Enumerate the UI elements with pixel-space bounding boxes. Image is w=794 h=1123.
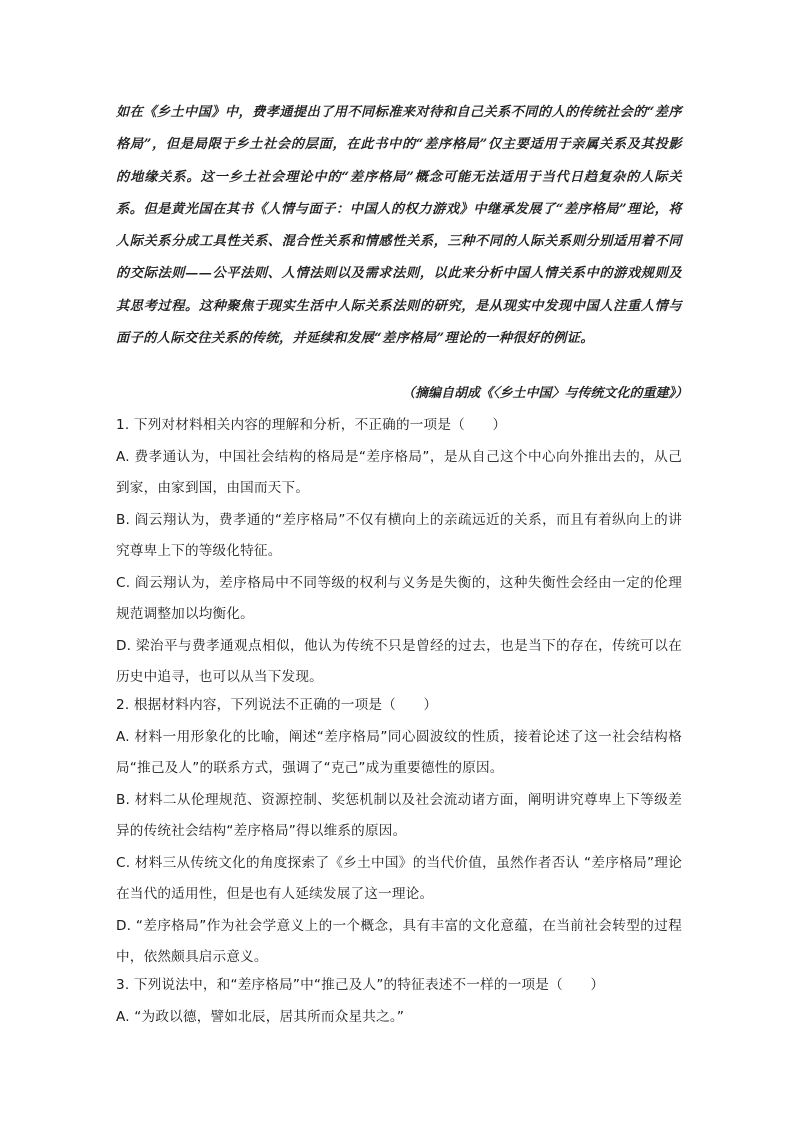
passage-source: （摘编自胡成《〈乡土中国〉与传统文化的重建》） bbox=[401, 386, 688, 401]
option-b: B. 材料二从伦理规范、资源控制、奖惩机制以及社会流动诸方面，阐明讲究尊卑上下等级差异的传统社会结构“差序格局”得以维系的原因。 bbox=[116, 791, 682, 839]
option-a: A. 材料一用形象化的比喻，阐述“差序格局”同心圆波纹的性质，接着论述了这一社会结构格局“推己及人”的联系方式，强调了“克己”成为重要德性的原因。 bbox=[116, 728, 682, 776]
option-c: C. 阎云翔认为，差序格局中不同等级的权利与义务是失衡的，这种失衡性会经由一定的伦理规范调整加以均衡化。 bbox=[116, 574, 682, 622]
question-stem: 1. 下列对材料相关内容的理解和分析，不正确的一项是（ ） bbox=[116, 417, 507, 433]
question-1 bbox=[116, 410, 682, 694]
question-3 bbox=[116, 970, 682, 1033]
option-d: D. 梁治平与费孝通观点相似，他认为传统不只是曾经的过去，也是当下的存在，传统可以在历史中追寻，也可以从当下发现。 bbox=[116, 637, 682, 685]
option-c: C. 材料三从传统文化的角度探索了《乡土中国》的当代价值，虽然作者否认 “差序格局”理论在当代的适用性，但是也有人延续发展了这一理论。 bbox=[116, 854, 682, 902]
option-b: B. 阎云翔认为，费孝通的“差序格局”不仅有横向上的亲疏远近的关系，而且有着纵向上的讲究尊卑上下的等级化特征。 bbox=[116, 511, 682, 559]
question-stem: 3. 下列说法中，和“差序格局”中“推己及人”的特征表述不一样的一项是（ ） bbox=[116, 977, 605, 993]
option-a: A. 费孝通认为，中国社会结构的格局是“差序格局”，是从自己这个中心向外推出去的，从己到家，由家到国，由国而天下。 bbox=[116, 448, 682, 496]
option-d: D. “差序格局”作为社会学意义上的一个概念，具有丰富的文化意蕴，在当前社会转型的过程中，依然颇具启示意义。 bbox=[116, 917, 682, 965]
question-stem: 2. 根据材料内容，下列说法不正确的一项是（ ） bbox=[116, 697, 438, 713]
option-a: A. “为政以德，譬如北辰，居其所而众星共之。” bbox=[116, 1008, 405, 1025]
passage-paragraph: 如在《乡土中国》中，费孝通提出了用不同标准来对待和自己关系不同的人的传统社会的“差序格局”，但是局限于乡土社会的层面，在此书中的“差序格局”仅主要适用于亲属关系及其投影的地缘关系。这一乡土社会理论中的“差序格局”概念可能无法适用于当代日趋复杂的人际关系。但是黄光国在其书《人情与面子：中国人的权力游戏》中继承发展了“差序格局”理论，将人际关系分成工具性关系、混合性关系和情感性关系，三种不同的人际关系则分别适用着不同的交际法则——公平法则、人情法则以及需求法则，以此来分析中国人情关系中的游戏规则及其思考过程。这种聚焦于现实生活中人际关系法则的研究，是从现实中发现中国人注重人情与面子的人际交往关系的传统，并延续和发展“差序格局”理论的一种很好的例证。 bbox=[116, 105, 682, 347]
question-2 bbox=[116, 690, 682, 974]
